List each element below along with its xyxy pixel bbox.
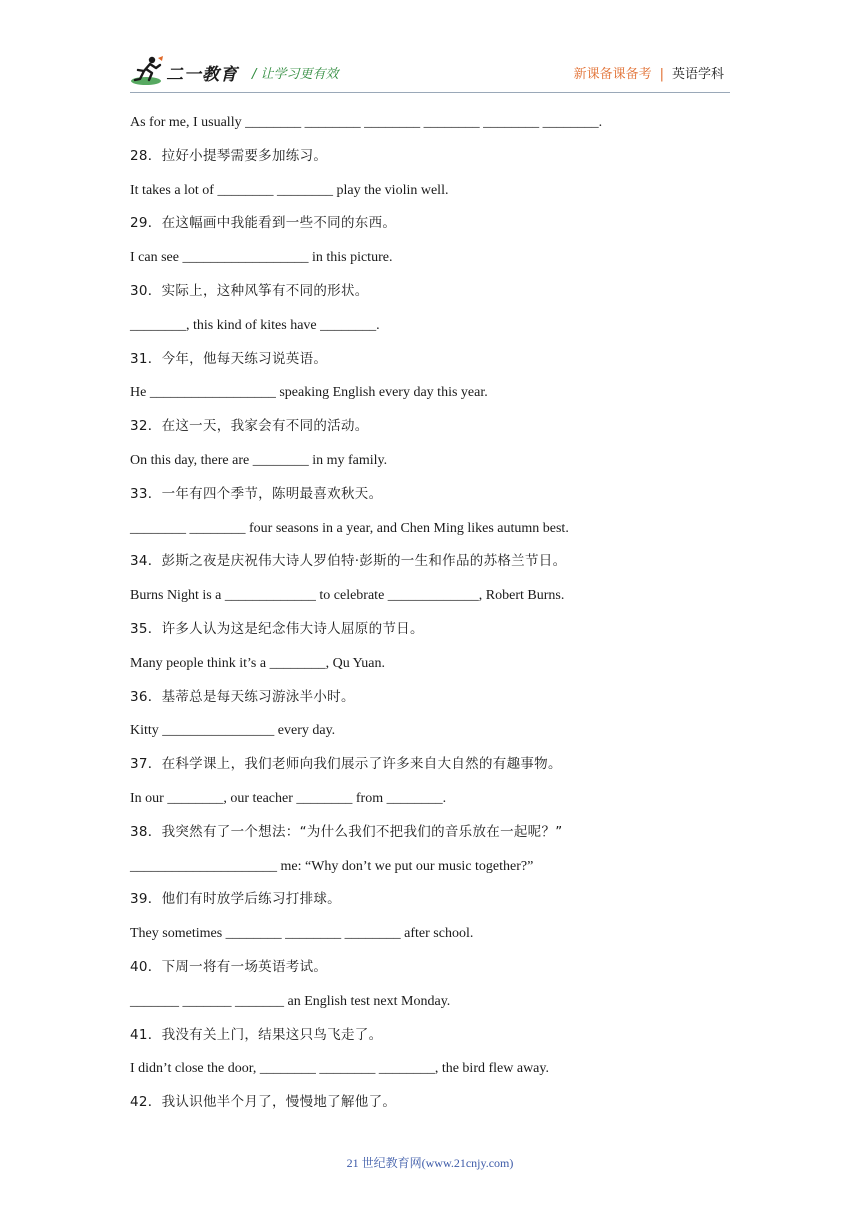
header-right bbox=[574, 63, 724, 82]
question-line: 42．我认识他半个月了，慢慢地了解他了。 bbox=[130, 1094, 397, 1111]
question-line: 36．基蒂总是每天练习游泳半小时。 bbox=[130, 688, 355, 705]
question-line: 40．下周一将有一场英语考试。 bbox=[130, 958, 328, 975]
question-line: 37．在科学课上，我们老师向我们展示了许多来自大自然的有趣事物。 bbox=[130, 756, 562, 773]
answer-line: ________ ________ four seasons in a year, and Chen Ming likes autumn best. bbox=[130, 520, 569, 536]
answer-line: In our ________, our teacher ________ from ________. bbox=[130, 790, 447, 806]
question-line: 34．彭斯之夜是庆祝伟大诗人罗伯特·彭斯的一生和作品的苏格兰节日。 bbox=[130, 553, 567, 570]
answer-line: Kitty ________________ every day. bbox=[130, 723, 336, 739]
question-line: 33．一年有四个季节，陈明最喜欢秋天。 bbox=[130, 485, 383, 502]
question-line: 39．他们有时放学后练习打排球。 bbox=[130, 891, 341, 908]
header-divider bbox=[130, 92, 730, 93]
answer-line: He __________________ speaking English every day this year. bbox=[130, 385, 488, 401]
answer-line: It takes a lot of ________ ________ play the violin well. bbox=[130, 182, 449, 198]
header-course-label: 新课备课备考 bbox=[573, 67, 652, 82]
header-subject-label: 英语学科 bbox=[671, 67, 724, 82]
question-line: 29．在这幅画中我能看到一些不同的东西。 bbox=[130, 215, 397, 232]
answer-line: ________, this kind of kites have ________. bbox=[130, 317, 380, 333]
question-line: 30．实际上，这种风筝有不同的形状。 bbox=[130, 282, 369, 299]
exercise-list bbox=[130, 106, 730, 1120]
answer-line: I didn’t close the door, ________ ________ ________, the bird flew away. bbox=[130, 1061, 549, 1077]
answer-line: I can see __________________ in this picture. bbox=[130, 250, 393, 266]
page-footer: 21 世纪教育网(www.21cnjy.com) bbox=[346, 1156, 514, 1170]
answer-line: Many people think it’s a ________, Qu Yuan. bbox=[130, 655, 385, 671]
answer-line: _____________________ me: “Why don’t we put our music together?” bbox=[130, 858, 534, 874]
header-separator: | bbox=[659, 67, 664, 82]
answer-line: Burns Night is a _____________ to celebrate _____________, Robert Burns. bbox=[130, 588, 565, 604]
question-line: 28．拉好小提琴需要多加练习。 bbox=[130, 147, 328, 164]
question-line: 35．许多人认为这是纪念伟大诗人屈原的节日。 bbox=[130, 620, 424, 637]
question-line: 31．今年，他每天练习说英语。 bbox=[130, 350, 328, 367]
answer-line: As for me, I usually ________ ________ ________ ________ ________ ________. bbox=[130, 115, 603, 130]
page-header bbox=[130, 54, 730, 90]
logo-text: 二一教育 bbox=[166, 65, 238, 85]
runner-logo-icon bbox=[130, 54, 166, 88]
question-line: 32．在这一天，我家会有不同的活动。 bbox=[130, 418, 369, 435]
slogan: / 让学习更有效 bbox=[252, 67, 339, 82]
answer-line: They sometimes ________ ________ ________ after school. bbox=[130, 926, 474, 942]
logo bbox=[130, 54, 240, 88]
question-line: 41．我没有关上门，结果这只鸟飞走了。 bbox=[130, 1026, 383, 1043]
answer-line: On this day, there are ________ in my family. bbox=[130, 452, 388, 468]
answer-line: _______ _______ _______ an English test next Monday. bbox=[130, 993, 451, 1009]
question-line: 38．我突然有了一个想法：“为什么我们不把我们的音乐放在一起呢？” bbox=[130, 823, 563, 840]
